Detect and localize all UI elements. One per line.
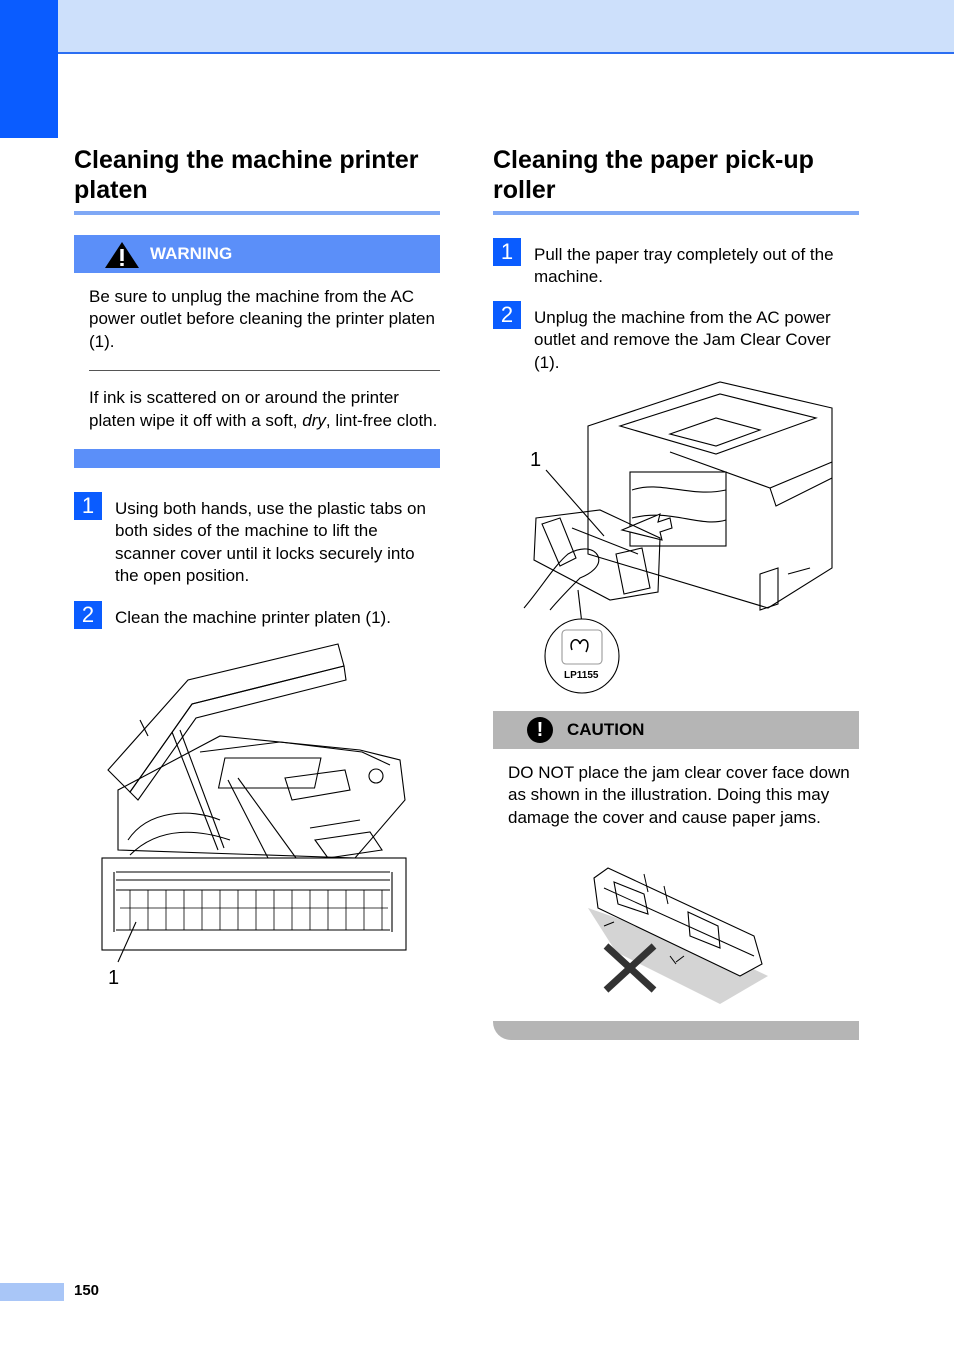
step-number: 2 <box>493 301 521 329</box>
step-item <box>493 301 859 374</box>
callout-number: 1 <box>530 449 542 471</box>
step-item <box>74 601 440 629</box>
warning-icon <box>104 241 140 269</box>
warning-footer <box>74 449 440 468</box>
caution-header <box>493 711 859 749</box>
left-column <box>74 145 440 629</box>
step-number: 1 <box>493 238 521 266</box>
section-heading-roller: Cleaning the paper pick-up roller <box>493 145 859 215</box>
step-text: Unplug the machine from the AC power outlet and remove the Jam Clear Cover (1). <box>534 307 831 372</box>
header-band <box>58 0 954 54</box>
step-text: Using both hands, use the plastic tabs on both sides of the machine to lift the scanner cover until it locks securely into the open position. <box>115 499 426 586</box>
platen-illustration <box>100 640 410 992</box>
page-tab <box>0 1283 64 1301</box>
warning-header <box>74 235 440 273</box>
face-down-cover-illustration <box>584 864 768 1004</box>
caution-footer <box>493 1021 859 1040</box>
exclamation-icon: ! <box>527 717 553 743</box>
warning-label: WARNING <box>150 244 233 263</box>
step-number: 1 <box>74 492 102 520</box>
warning-text-ink: If ink is scattered on or around the printer platen wipe it off with a soft, dry, lint-free cloth. <box>89 388 438 430</box>
step-text: Clean the machine printer platen (1). <box>115 607 391 627</box>
rear-printer-figure <box>520 378 838 694</box>
warning-text: Be sure to unplug the machine from the AC power outlet before cleaning the printer platen (1). <box>89 287 435 351</box>
jam-cover-illustration <box>520 378 838 694</box>
callout-number: 1 <box>108 967 120 989</box>
caution-box <box>493 711 859 829</box>
step-text: Pull the paper tray completely out of the machine. <box>534 245 834 287</box>
printer-open-figure <box>100 640 410 992</box>
step-item <box>493 239 859 289</box>
wrong-placement-figure <box>584 864 768 1004</box>
step-item <box>74 493 440 588</box>
figure-badge-label: LP1155 <box>564 670 599 681</box>
section-heading-platen: Cleaning the machine printer platen <box>74 145 440 215</box>
step-number: 2 <box>74 601 102 629</box>
caution-label: CAUTION <box>567 720 645 739</box>
caution-text: DO NOT place the jam clear cover face down as shown in the illustration. Doing this may damage the cover and cause paper jams. <box>508 763 850 827</box>
chapter-tab <box>0 0 58 138</box>
page-number: 150 <box>74 1282 100 1299</box>
right-column <box>493 145 859 374</box>
